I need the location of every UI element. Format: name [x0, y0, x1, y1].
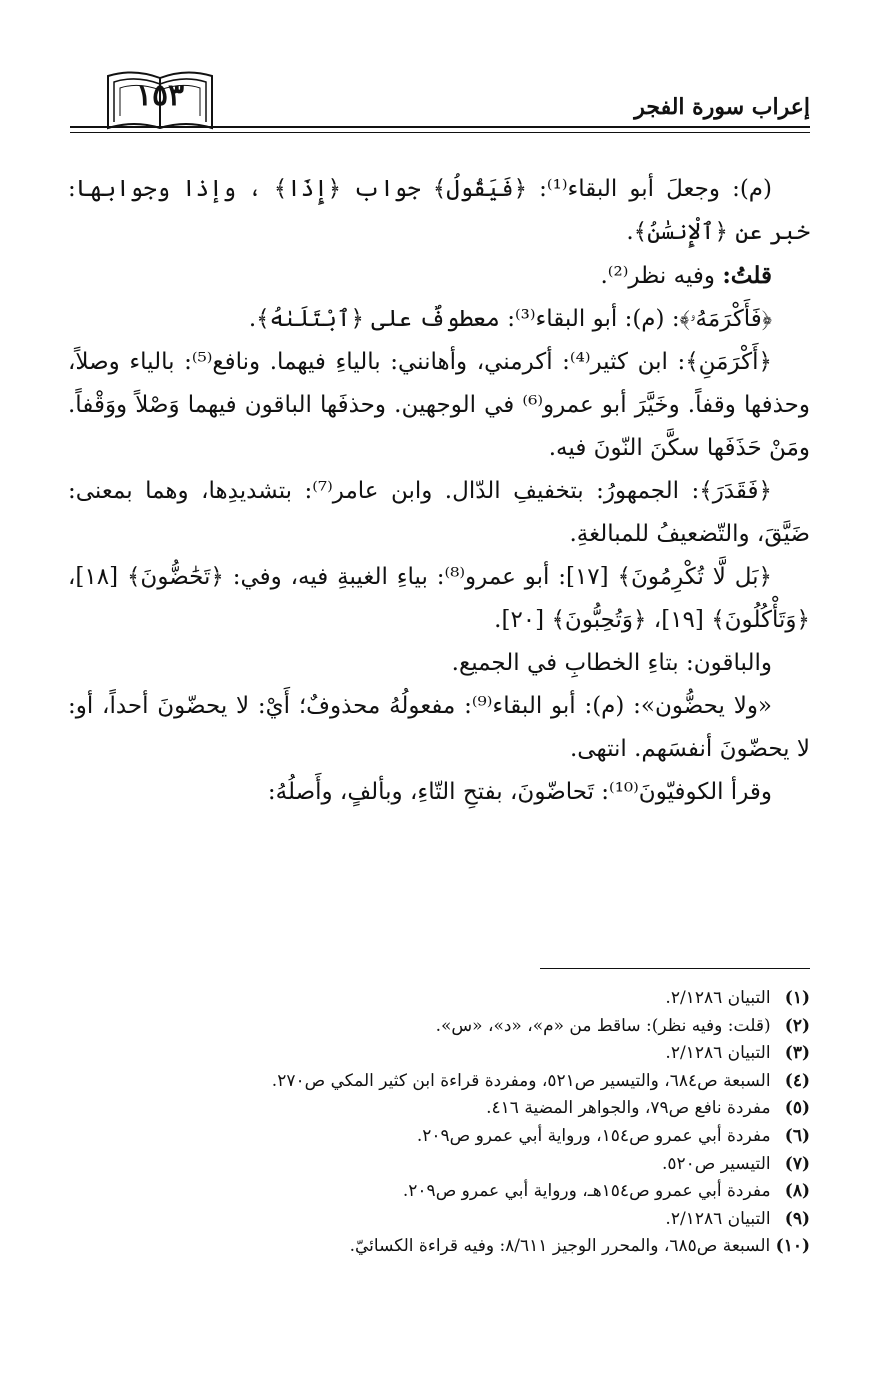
footnote-number: (٧) — [784, 1153, 810, 1174]
paragraph — [68, 254, 810, 298]
main-text — [68, 168, 810, 814]
footnote-number: (٥) — [784, 1098, 810, 1119]
header-rule-thin — [70, 132, 810, 133]
paragraph-text: ﴿أَكْرَمَنِ﴾: ابن كثير⁽⁴⁾: أكرمني، وأهانني: بالياءِ فيهما. ونافع⁽⁵⁾: بالياء وصلاً، وحذفها وقفاً. وخَيَّرَ أبو عمرو⁽⁶⁾ في الوجهين. وحذفَها الباقون فيهما وَصْلاً ووَقْفاً. ومَنْ حَذَفَها سكَّنَ النّونَ فيه. — [68, 349, 810, 461]
paragraph-text: والباقون: بتاءِ الخطابِ في الجميع. — [451, 650, 772, 676]
paragraph-text: وفيه نظر⁽²⁾. — [600, 263, 723, 289]
paragraph — [68, 685, 810, 771]
footnote-text: السبعة ص٦٨٥، والمحرر الوجيز ٨/٦١١: وفيه قراءة الكسائيّ. — [349, 1236, 771, 1257]
footnote — [90, 1013, 810, 1041]
footnote-number: (٦) — [784, 1125, 810, 1146]
footnote-text: مفردة أبي عمرو ص١٥٤هـ، ورواية أبي عمرو ص٢٠٩. — [402, 1181, 771, 1202]
page-number-badge — [100, 66, 220, 134]
footnote — [90, 1206, 810, 1234]
paragraph — [68, 341, 810, 470]
footnote — [90, 1123, 810, 1151]
footnote-number: (٣) — [784, 1043, 810, 1064]
paragraph — [68, 168, 810, 254]
footnotes — [90, 985, 810, 1261]
footnote-text: التيسير ص٥٢٠. — [661, 1153, 771, 1174]
footnote — [90, 1233, 810, 1261]
paragraph — [68, 298, 810, 341]
paragraph — [68, 642, 810, 685]
header-rule-thick — [70, 126, 810, 128]
paragraph-bold-prefix: قلتُ: — [722, 262, 772, 289]
footnote-text: السبعة ص٦٨٤، والتيسير ص٥٢١، ومفردة قراءة ابن كثير المكي ص٢٧٠. — [271, 1070, 771, 1091]
footnote-text: التبيان ٢/١٢٨٦. — [665, 1043, 771, 1064]
footnote-text: التبيان ٢/١٢٨٦. — [665, 988, 771, 1008]
page-number: ١٥٣ — [135, 78, 185, 113]
paragraph-text: ﴿فَأَكْرَمَهُۥ﴾: (م): أبو البقاء⁽³⁾: معطوفٌ على ﴿ٱبْتَلَىٰهُ﴾. — [248, 306, 772, 332]
footnote-text: (قلت: وفيه نظر): ساقط من «م»، «د»، «س». — [435, 1015, 771, 1036]
footnote — [90, 1151, 810, 1179]
page-header — [70, 66, 810, 136]
footnote — [90, 1040, 810, 1068]
footnote-number: (٢) — [784, 1015, 810, 1036]
footnote-number: (٤) — [784, 1070, 810, 1091]
footnote — [90, 1095, 810, 1123]
paragraph — [68, 556, 810, 642]
running-title: إعراب سورة الفجر — [634, 94, 810, 120]
footnote-separator — [540, 968, 810, 969]
paragraph-text: ﴿فَقَدَرَ﴾: الجمهورُ: بتخفيفِ الدّال. وابن عامر⁽⁷⁾: بتشديدِها، وهما بمعنى: ضَيَّقَ، والتّضعيفُ للمبالغةِ. — [68, 478, 810, 547]
paragraph-text: وقرأ الكوفيّونَ⁽¹⁰⁾: تَحاضّونَ، بفتحِ التّاءِ، وبألفٍ، وأَصلُهُ: — [267, 779, 772, 805]
footnote-text: التبيان ٢/١٢٨٦. — [665, 1208, 771, 1229]
paragraph — [68, 771, 810, 814]
paragraph — [68, 470, 810, 556]
footnote — [90, 1178, 810, 1206]
footnote-text: مفردة نافع ص٧٩، والجواهر المضية ٤١٦. — [486, 1098, 771, 1119]
paragraph-text: (م): وجعلَ أبو البقاء⁽¹⁾: ﴿فَيَقُولُ﴾ جواب ﴿إِذَا﴾ ، وإذا وجوابها: خبر عن ﴿ٱلْإِنسَٰنُ﴾. — [68, 176, 810, 245]
footnote-number: (١٠) — [775, 1236, 810, 1257]
paragraph-text: «ولا يحضُّون»: (م): أبو البقاء⁽⁹⁾: مفعولُهُ محذوفٌ؛ أَيْ: لا يحضّونَ أحداً، أو: لا يحضّونَ أنفسَهم. انتهى. — [68, 693, 810, 762]
footnote-text: مفردة أبي عمرو ص١٥٤، ورواية أبي عمرو ص٢٠٩. — [416, 1125, 771, 1146]
footnote-number: (٨) — [784, 1181, 810, 1202]
footnote — [90, 985, 810, 1013]
footnote — [90, 1068, 810, 1096]
footnote-number: (٩) — [784, 1208, 810, 1229]
paragraph-text: ﴿بَل لَّا تُكْرِمُونَ﴾ [١٧]: أبو عمرو⁽⁸⁾: بياءِ الغيبةِ فيه، وفي: ﴿تَحَٰضُّونَ﴾ [١٨]، ﴿وَتَأْكُلُونَ﴾ [١٩]، ﴿وَتُحِبُّونَ﴾ [٢٠]. — [68, 564, 810, 633]
footnote-number: (١) — [784, 988, 810, 1008]
